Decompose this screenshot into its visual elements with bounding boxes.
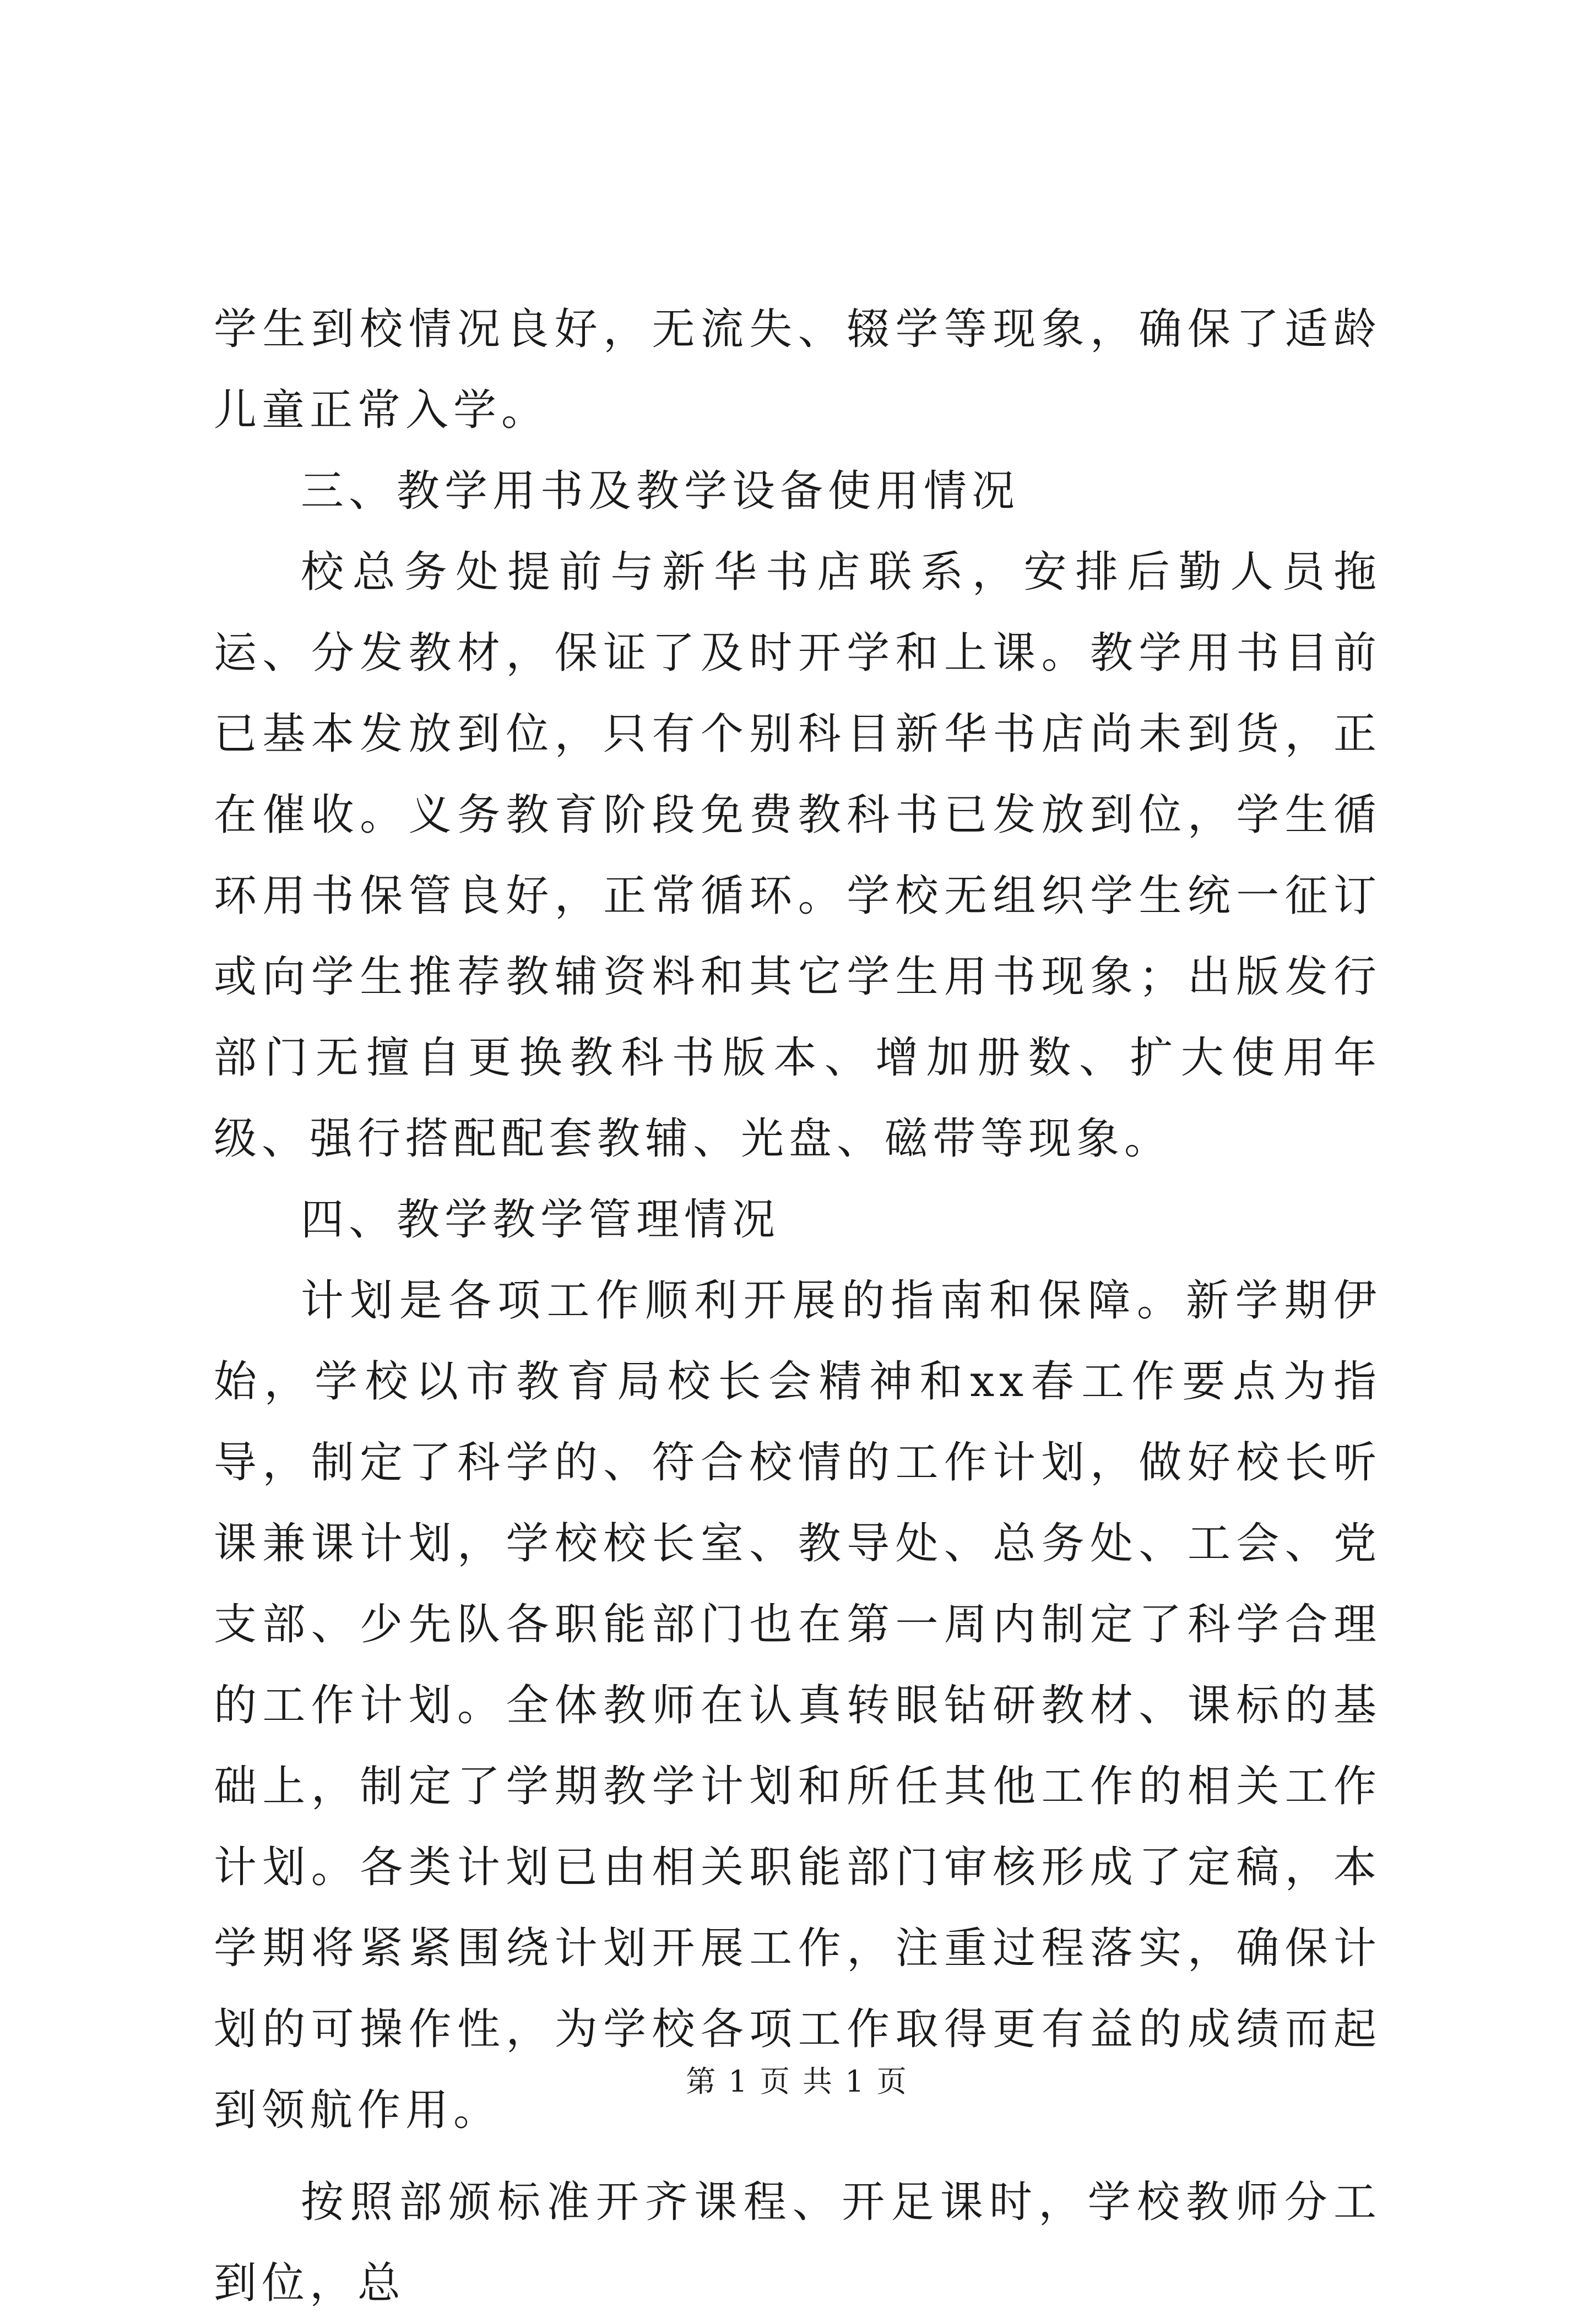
paragraph-enrollment: 学生到校情况良好，无流失、辍学等现象，确保了适龄儿童正常入学。 [214,305,1381,435]
heading-teaching-management: 四、教学教学管理情况 [301,1195,780,1245]
document-body [214,289,1381,2324]
paragraph-curriculum: 按照部颁标准开齐课程、开足课时，学校教师分工到位，总 [214,2178,1381,2308]
heading-textbooks-equipment: 三、教学用书及教学设备使用情况 [301,466,1020,516]
paragraph-textbooks: 校总务处提前与新华书店联系，安排后勤人员拖运、分发教材，保证了及时开学和上课。教学用书目前已基本发放到位，只有个别科目新华书店尚未到货，正在催收。义务教育阶段免费教科书已发放到位，学生循环用书保管良好，正常循环。学校无组织学生统一征订或向学生推荐教辅资料和其它学生用书现象；出版发行部门无擅自更换教科书版本、增加册数、扩大使用年级、强行搭配配套教辅、光盘、磁带等现象。 [214,547,1381,1164]
page-footer: 第 1 页 共 1 页 [686,2064,908,2099]
paragraph-planning: 计划是各项工作顺利开展的指南和保障。新学期伊始，学校以市教育局校长会精神和xx春工作要点为指导，制定了科学的、符合校情的工作计划，做好校长听课兼课计划，学校校长室、教导处、总务处、工会、党支部、少先队各职能部门也在第一周内制定了科学合理的工作计划。全体教师在认真转眼钻研教材、课标的基础上，制定了学期教学计划和所任其他工作的相关工作计划。各类计划已由相关职能部门审核形成了定稿，本学期将紧紧围绕计划开展工作，注重过程落实，确保计划的可操作性，为学校各项工作取得更有益的成绩而起到领航作用。 [214,1276,1381,2135]
